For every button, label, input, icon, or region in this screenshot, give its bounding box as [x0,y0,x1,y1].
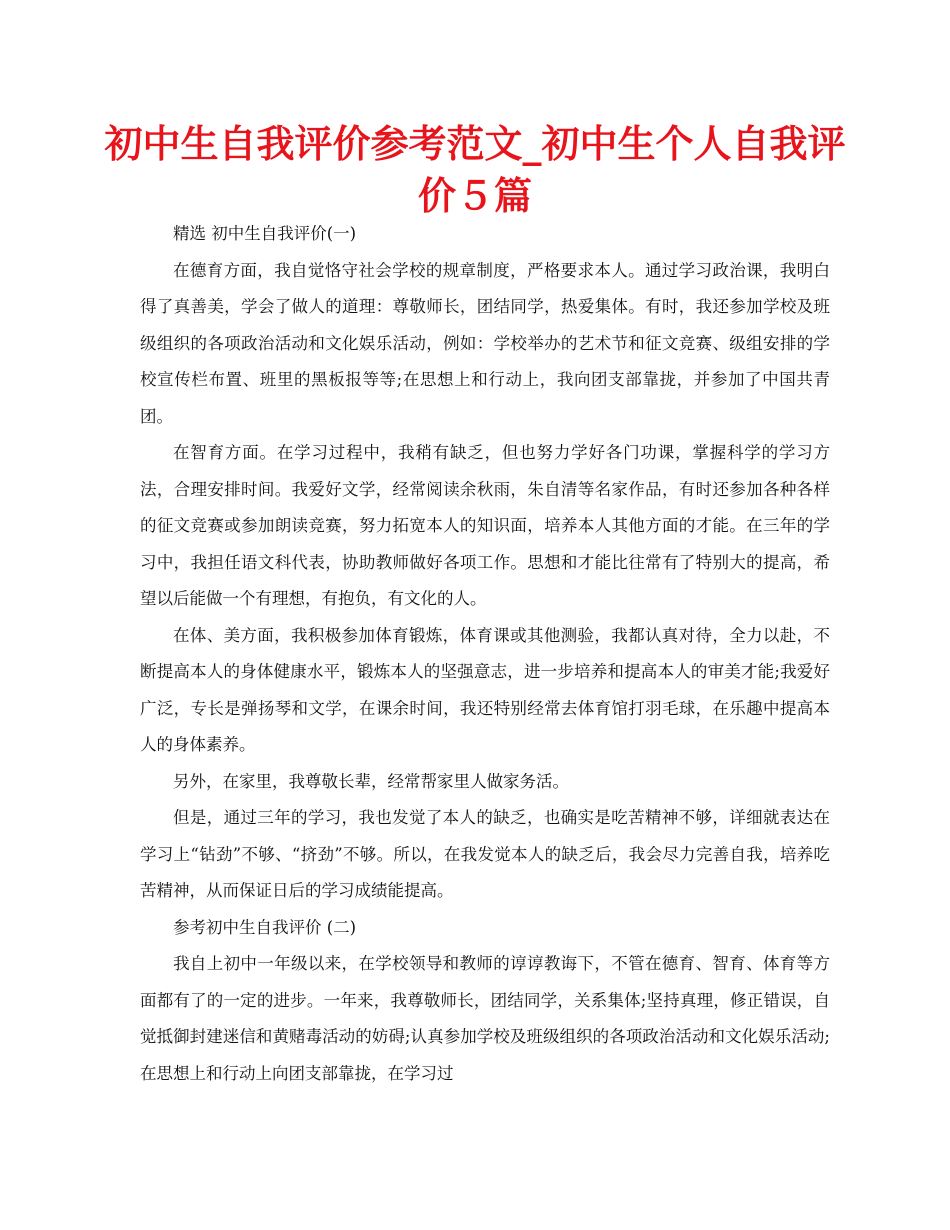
document-body [140,216,830,1092]
document-title: 初中生自我评价参考范文_初中生个人自我评价５篇 [104,122,846,218]
paragraph-intellectual: 在智育方面。在学习过程中，我稍有缺乏，但也努力学好各门功课，掌握科学的学习方法，合理安排时间。我爱好文学，经常阅读余秋雨，朱自清等名家作品，有时还参加各种各样的征文竞赛或参加朗读竞赛，努力拓宽本人的知识面，培养本人其他方面的才能。在三年的学习中，我担任语文科代表，协助教师做好各项工作。思想和才能比往常有了特别大的提高，希望以后能做一个有理想，有抱负，有文化的人。 [140,443,830,608]
paragraph-shortcomings: 但是，通过三年的学习，我也发觉了本人的缺乏，也确实是吃苦精神不够，详细就表达在学习上“钻劲”不够、“挤劲”不够。所以，在我发觉本人的缺乏后，我会尽力完善自我，培养吃苦精神，从而保证日后的学习成绩能提高。 [140,808,830,900]
section-heading-1: 精选 初中生自我评价(一) [173,224,357,243]
paragraph-home: 另外，在家里，我尊敬长辈，经常帮家里人做家务活。 [173,771,569,791]
paragraph-moral: 在德育方面，我自觉恪守社会学校的规章制度，严格要求本人。通过学习政治课，我明白得了真善美，学会了做人的道理：尊敬师长，团结同学，热爱集体。有时，我还参加学校及班级组织的各项政治活动和文化娱乐活动，例如：学校举办的艺术节和征文竞赛、级组安排的学校宣传栏布置、班里的黑板报等等;在思想上和行动上，我向团支部靠拢，并参加了中国共青团。 [140,260,830,426]
paragraph-physical-aesthetic: 在体、美方面，我积极参加体育锻炼，体育课或其他测验，我都认真对待，全力以赴，不断提高本人的身体健康水平，锻炼本人的坚强意志，进一步培养和提高本人的审美才能;我爱好广泛，专长是弹扬琴和文学，在课余时间，我还特别经常去体育馆打羽毛球，在乐趣中提高本人的身体素养。 [140,625,830,754]
section-heading-2: 参考初中生自我评价 (二) [173,917,357,937]
paragraph-grade-one: 我自上初中一年级以来，在学校领导和教师的谆谆教诲下，不管在德育、智育、体育等方面都有了的一定的进步。一年来，我尊敬师长，团结同学，关系集体;坚持真理，修正错误，自觉抵御封建迷信和黄赌毒活动的妨碍;认真参加学校及班级组织的各项政治活动和文化娱乐活动;在思想上和行动上向团支部靠拢，在学习过 [140,954,830,1083]
